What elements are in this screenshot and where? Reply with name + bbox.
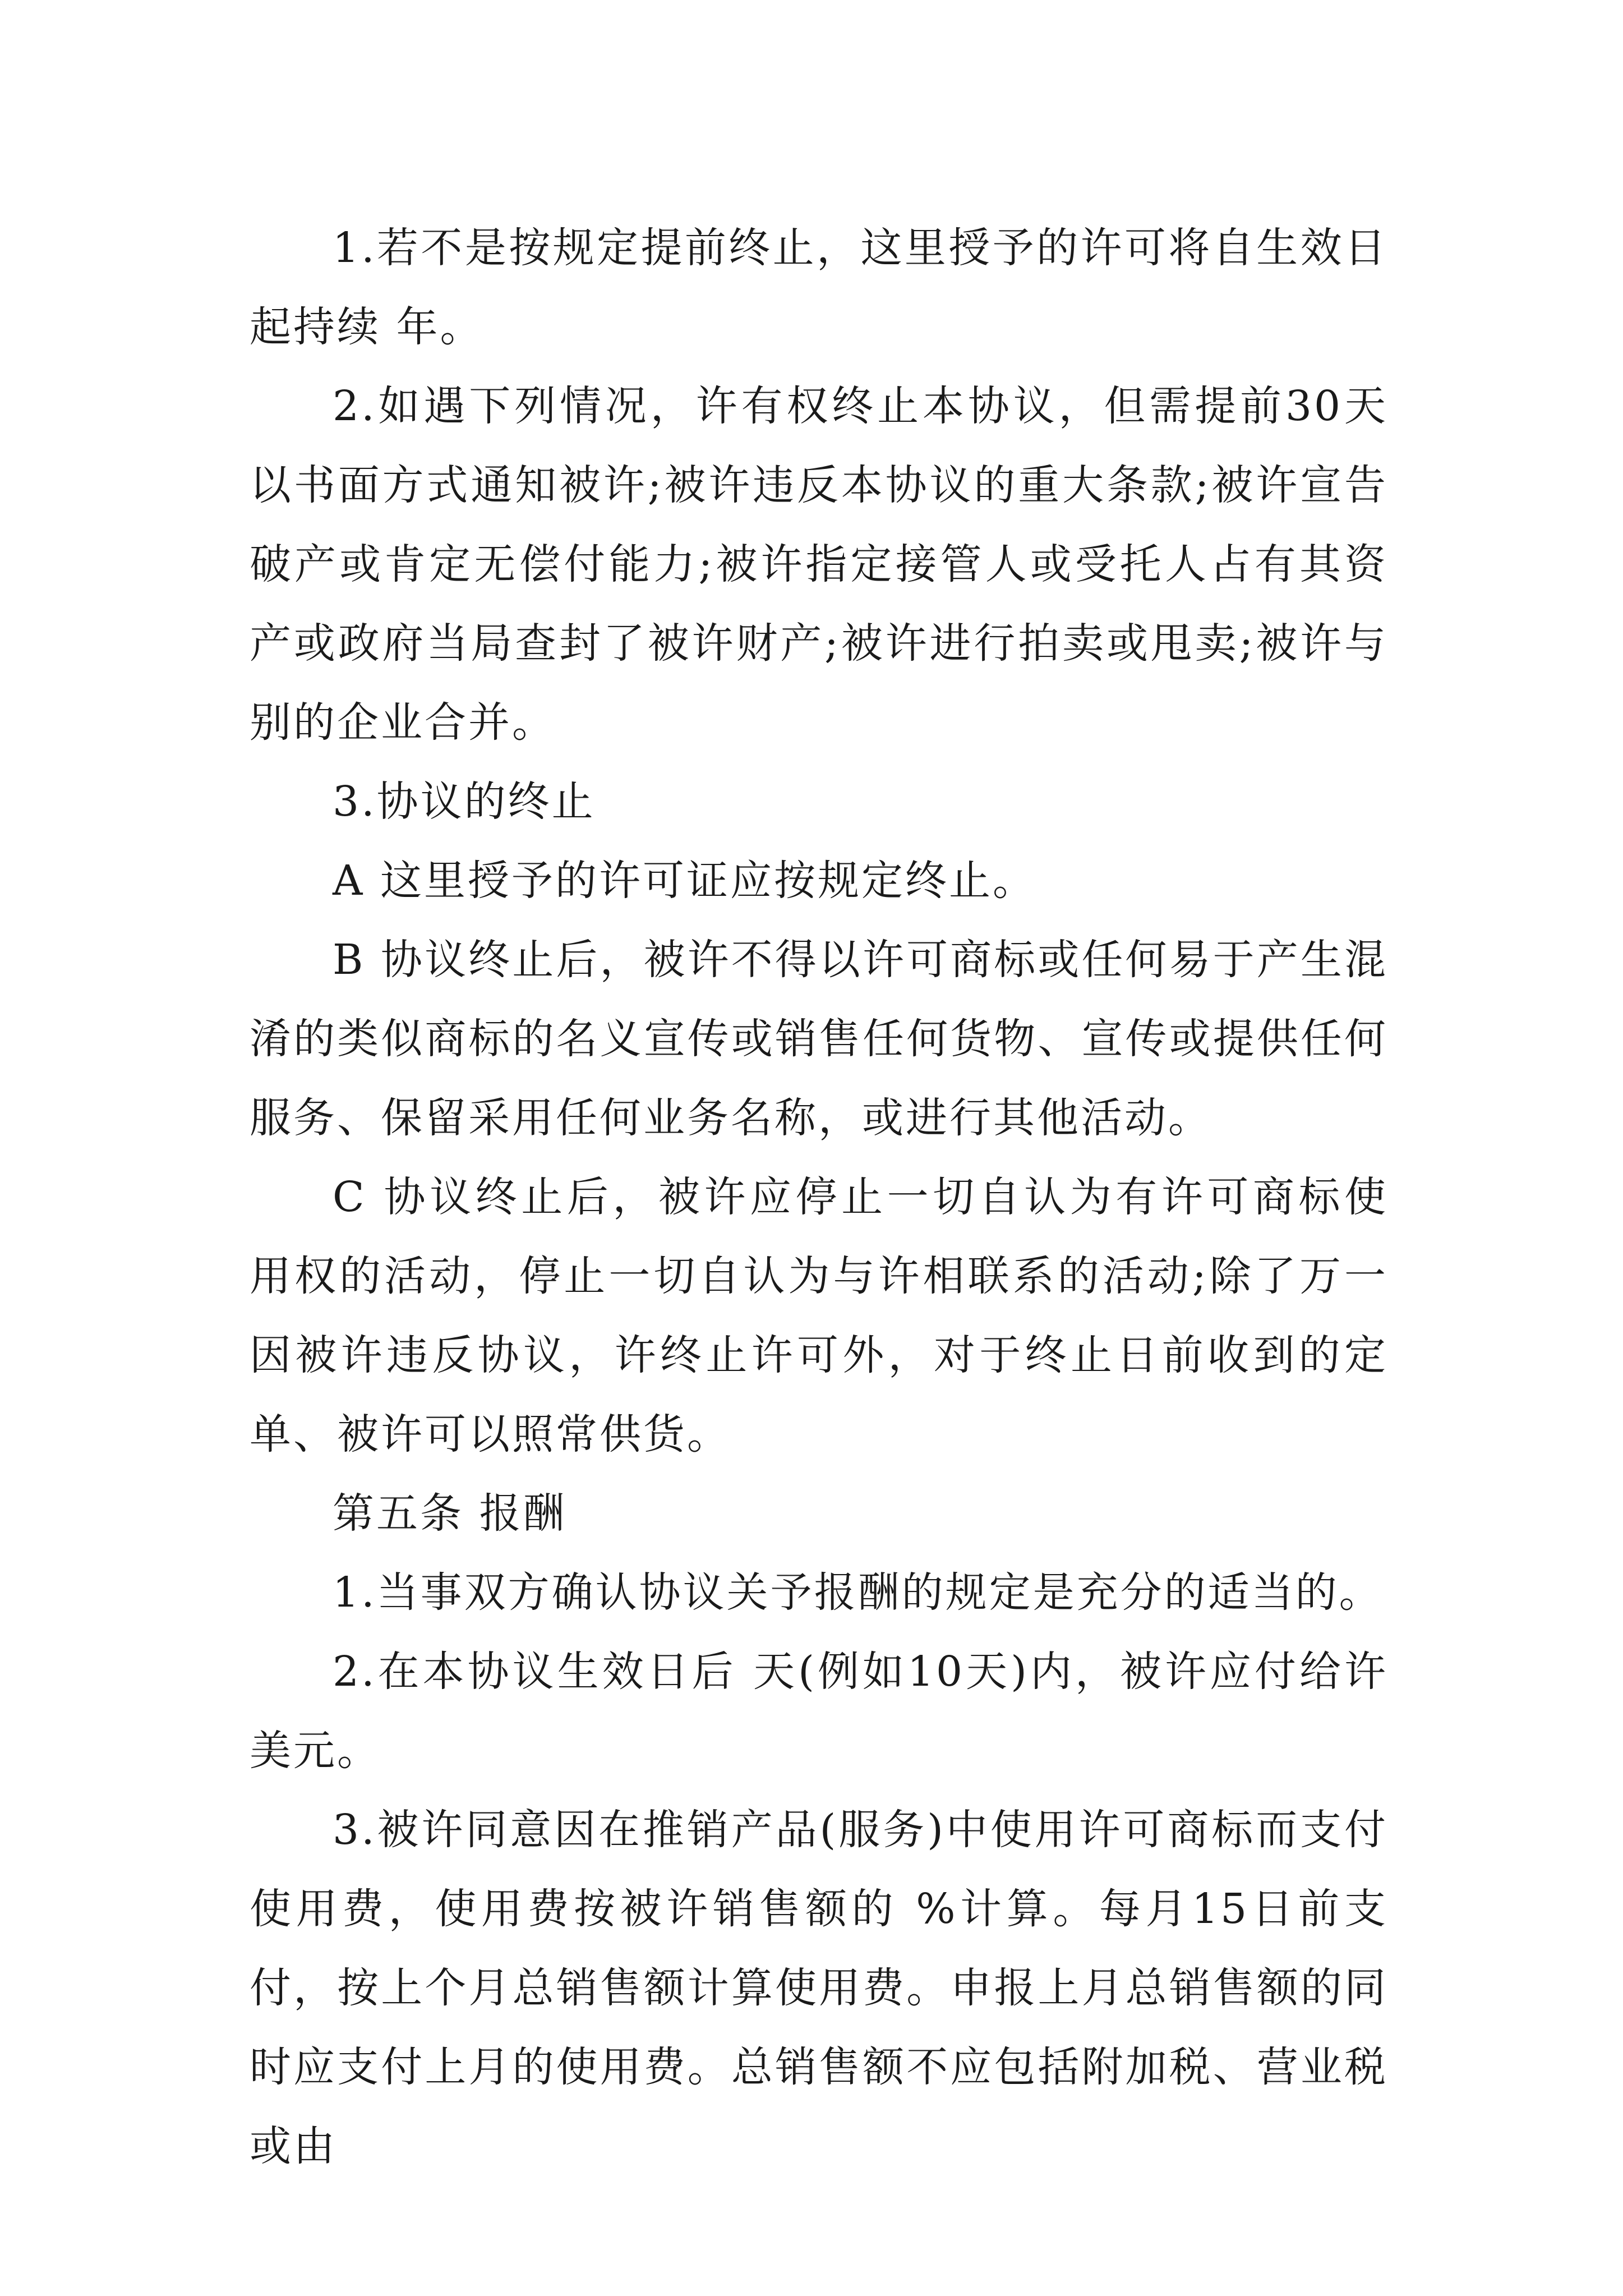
paragraph-termination-c: C 协议终止后，被许应停止一切自认为有许可商标使用权的活动，停止一切自认为与许相联系的活动;除了万一因被许违反协议，许终止许可外，对于终止日前收到的定单、被许可以照常供货。	[250, 1173, 1388, 1458]
paragraph-termination-heading: 3.协议的终止	[333, 777, 596, 826]
paragraph-remuneration-2: 2.在本协议生效日后 天(例如10天)内，被许应付给许美元。	[250, 1648, 1388, 1775]
paragraph-termination-b: B 协议终止后，被许不得以许可商标或任何易于产生混淆的类似商标的名义宣传或销售任何货物、宣传或提供任何服务、保留采用任何业务名称，或进行其他活动。	[250, 936, 1388, 1142]
paragraph-termination-a: A 这里授予的许可证应按规定终止。	[333, 857, 1036, 905]
paragraph-termination-conditions: 2.如遇下列情况，许有权终止本协议，但需提前30天以书面方式通知被许;被许违反本协议的重大条款;被许宣告破产或肯定无偿付能力;被许指定接管人或受托人占有其资产或政府当局查封了被许财产;被许进行拍卖或甩卖;被许与别的企业合并。	[250, 382, 1388, 747]
document-body	[250, 209, 1388, 2186]
paragraph-remuneration-3: 3.被许同意因在推销产品(服务)中使用许可商标而支付使用费，使用费按被许销售额的 %计算。每月15日前支付，按上个月总销售额计算使用费。申报上月总销售额的同时应支付上月的使用费。总销售额不应包括附加税、营业税或由	[250, 1806, 1388, 2170]
paragraph-remuneration-1: 1.当事双方确认协议关予报酬的规定是充分的适当的。	[333, 1568, 1383, 1617]
paragraph-term-duration: 1.若不是按规定提前终止，这里授予的许可将自生效日起持续 年。	[250, 224, 1388, 351]
article-five-heading: 第五条 报酬	[333, 1489, 567, 1538]
